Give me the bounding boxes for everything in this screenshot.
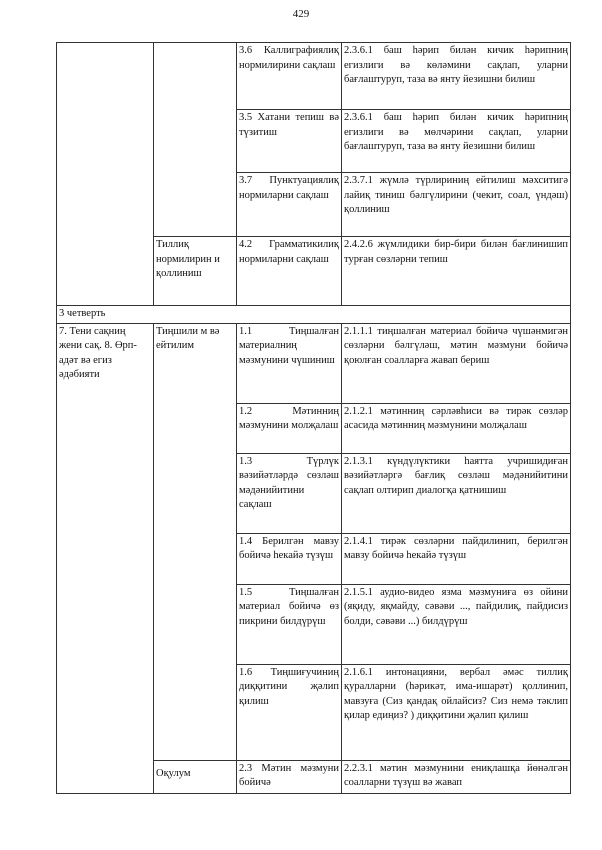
quarter-label: 3 четверть (57, 306, 571, 324)
skill-cell: Оқулум (154, 760, 237, 793)
cell-section-empty (57, 43, 154, 306)
objective-cell: 1.2 Мәтинниң мәзмунини молҗалаш (237, 403, 342, 453)
outcome-cell: 2.1.1.1 тиңшалған материал бойичә чүшәнмигән сөзләрни бәлгүләш, мәтин мәзмуни бойичә қоюлған соалларға жавап бериш (342, 323, 571, 403)
objective-cell: 3.5 Хатани тепиш вә түзитиш (237, 110, 342, 173)
outcome-cell: 2.2.3.1 мәтин мәзмунини ениқлашқа йөнәлгән соалларни түзүш вә жавап (342, 760, 571, 793)
outcome-cell: 2.1.4.1 тирәк сөзләрни пайдилинип, берилгән мавзу бойичә һекайә түзүш (342, 533, 571, 584)
section-title-cell: 7. Тени сақниң жени сақ. 8. Өрп-адәт вә егиз әдәбияти (57, 323, 154, 793)
objective-cell: 3.6 Каллиграфиялиқ нормилирини сақлаш (237, 43, 342, 110)
table-row (57, 43, 571, 110)
cell-skill-empty (154, 43, 237, 237)
curriculum-table (56, 42, 571, 794)
page-number: 429 (292, 8, 310, 20)
outcome-cell: 2.1.5.1 аудио-видео язма мәзмуниға өз ойини (яқиду, яқмайду, сәвәви ..., пайдилиқ, пайдисиз болди, сәвәви ...) билдүрүш (342, 584, 571, 664)
skill-cell: Тиллиқ нормилирин и қоллиниш (154, 237, 237, 306)
skill-cell: Тиңшили м вә ейтилим (154, 323, 237, 760)
outcome-cell: 2.1.6.1 интонацияни, вербал әмәс тиллиқ қуралларни (һәрикәт, има-ишарәт) қоллинип, мавзуға (Сиз қандақ ойлайсиз? Сиз немә тәклип қилар едиңиз? ) диққитини җәлип қилиш (342, 664, 571, 760)
outcome-cell: 2.3.6.1 баш һәрип билән кичик һәрипниң егизлиги вә көләмини сақлап, уларни бағлаштуруп, таза вә янту йезишни билиш (342, 43, 571, 110)
objective-cell: 1.6 Тиңшиғучиниң диққитини җәлип қилиш (237, 664, 342, 760)
objective-cell: 1.4 Берилгән мавзу бойичә һекайә түзүш (237, 533, 342, 584)
outcome-cell: 2.1.2.1 мәтинниң сәрләвһиси вә тирәк сөзләр асасида мәтинниң мәзмунини молҗалаш (342, 403, 571, 453)
table-row (57, 323, 571, 403)
objective-cell: 2.3 Мәтин мәзмуни бойичә (237, 760, 342, 793)
quarter-row (57, 306, 571, 324)
objective-cell: 4.2 Грамматикилиқ нормиларни сақлаш (237, 237, 342, 306)
outcome-cell: 2.3.7.1 жүмлә түрлириниң ейтилиш мәхситигә лайиқ тиниш бәлгүлирини (чекит, соал, үндәш) қоллиниш (342, 173, 571, 237)
objective-cell: 3.7 Пунктуациялиқ нормиларни сақлаш (237, 173, 342, 237)
outcome-cell: 2.1.3.1 күндүлүктики һаятта учришидиған вәзийәтләргә бағлиқ сөзләш мәдәнийитини сақлап олтирип диалогқа қатнишиш (342, 453, 571, 533)
outcome-cell: 2.3.6.1 баш һәрип билән кичик һәрипниң егизлиги вә мөлчәрини сақлап, уларни бағлаштуруп, таза вә янту йезишни билиш (342, 110, 571, 173)
outcome-cell: 2.4.2.6 жүмлидики бир-бири билән бағлинишип турған сөзләрни тепиш (342, 237, 571, 306)
objective-cell: 1.1 Тиңшалған материалниң мәзмунини чүшиниш (237, 323, 342, 403)
objective-cell: 1.3 Түрлүк вәзийәтләрдә сөзләш мәдәнийитини сақлаш (237, 453, 342, 533)
objective-cell: 1.5 Тиңшалған материал бойичә өз пикрини билдүрүш (237, 584, 342, 664)
